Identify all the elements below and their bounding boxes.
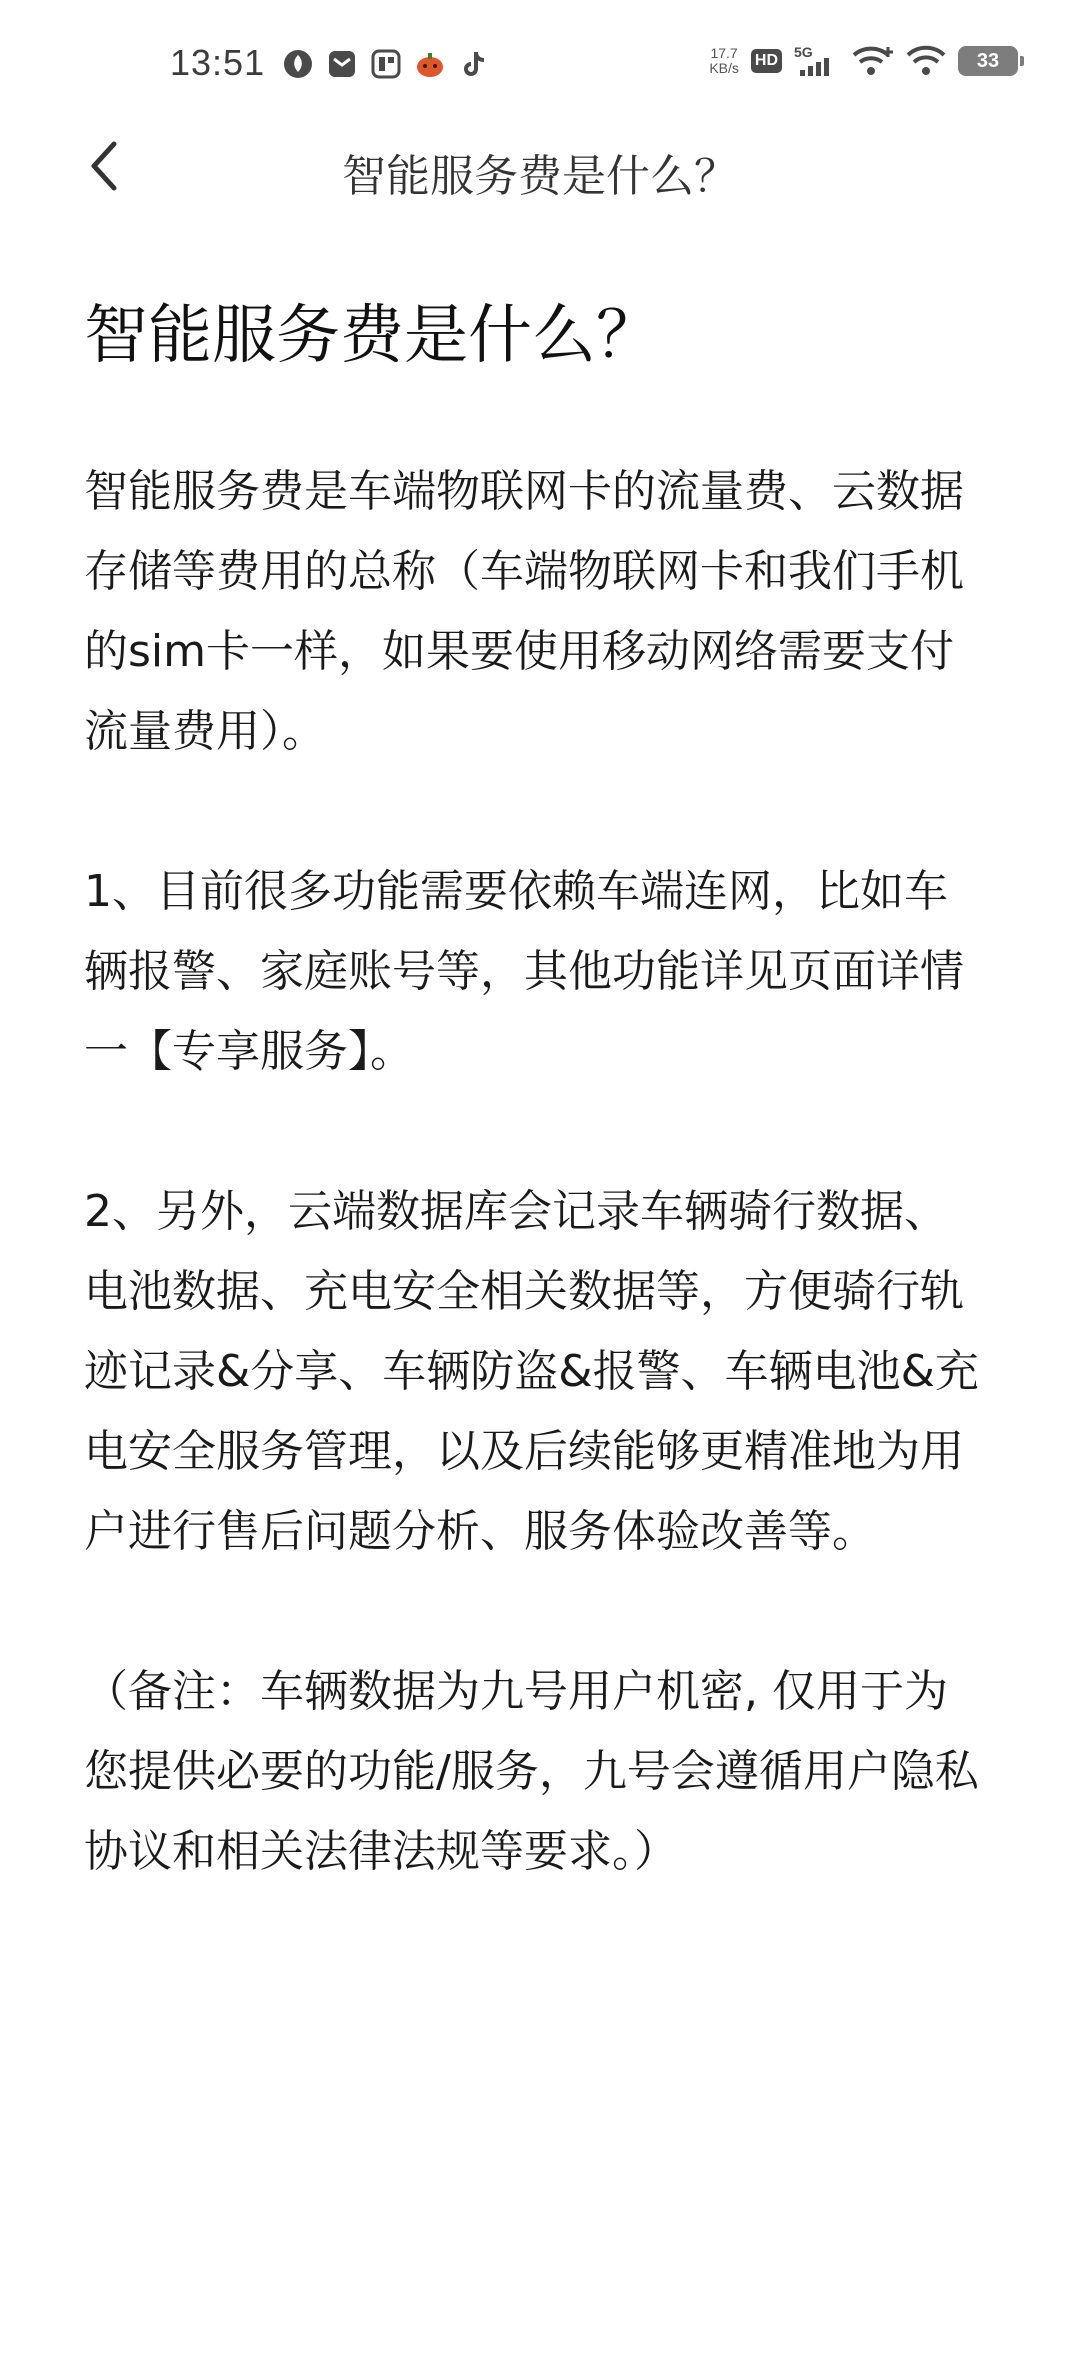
pumpkin-icon xyxy=(414,48,446,80)
paragraph-point-1: 1、目前很多功能需要依赖车端连网，比如车辆报警、家庭账号等，其他功能详见页面详情一【专享服务】。 xyxy=(84,866,964,1077)
signal-5g-label: 5G xyxy=(794,44,813,60)
status-bar xyxy=(0,0,1080,132)
signal-5g-icon xyxy=(794,44,840,78)
tieba-icon xyxy=(370,48,402,80)
message-icon xyxy=(326,48,358,80)
app-icon xyxy=(282,48,314,80)
tiktok-icon xyxy=(458,48,490,80)
navigation-bar xyxy=(0,132,1080,200)
battery-indicator: 33 xyxy=(958,46,1018,76)
status-time: 13:51 xyxy=(170,42,266,83)
paragraph-note: （备注：车辆数据为九号用户机密, 仅用于为您提供必要的功能/服务，九号会遵循用户隐私协议和相关法律法规等要求。） xyxy=(84,1666,979,1877)
system-status xyxy=(709,44,1018,78)
paragraph-point-2: 2、另外，云端数据库会记录车辆骑行数据、电池数据、充电安全相关数据等，方便骑行轨迹记录&分享、车辆防盗&报警、车辆电池&充电安全服务管理，以及后续能够更精准地为用户进行售后问题分析、服务体验改善等。 xyxy=(84,1186,979,1557)
paragraph-intro: 智能服务费是车端物联网卡的流量费、云数据存储等费用的总称（车端物联网卡和我们手机的sim卡一样，如果要使用移动网络需要支付流量费用）。 xyxy=(84,466,964,757)
page-heading: 智能服务费是什么？ xyxy=(84,299,660,373)
net-speed: 17.7 KB/s xyxy=(709,45,739,76)
nav-title: 智能服务费是什么？ xyxy=(342,151,738,202)
wifi-icon xyxy=(906,45,946,77)
hd-badge: HD xyxy=(751,49,782,73)
wifi-plus-icon xyxy=(852,45,894,77)
article-content xyxy=(84,290,984,1972)
notification-icons xyxy=(282,48,490,80)
